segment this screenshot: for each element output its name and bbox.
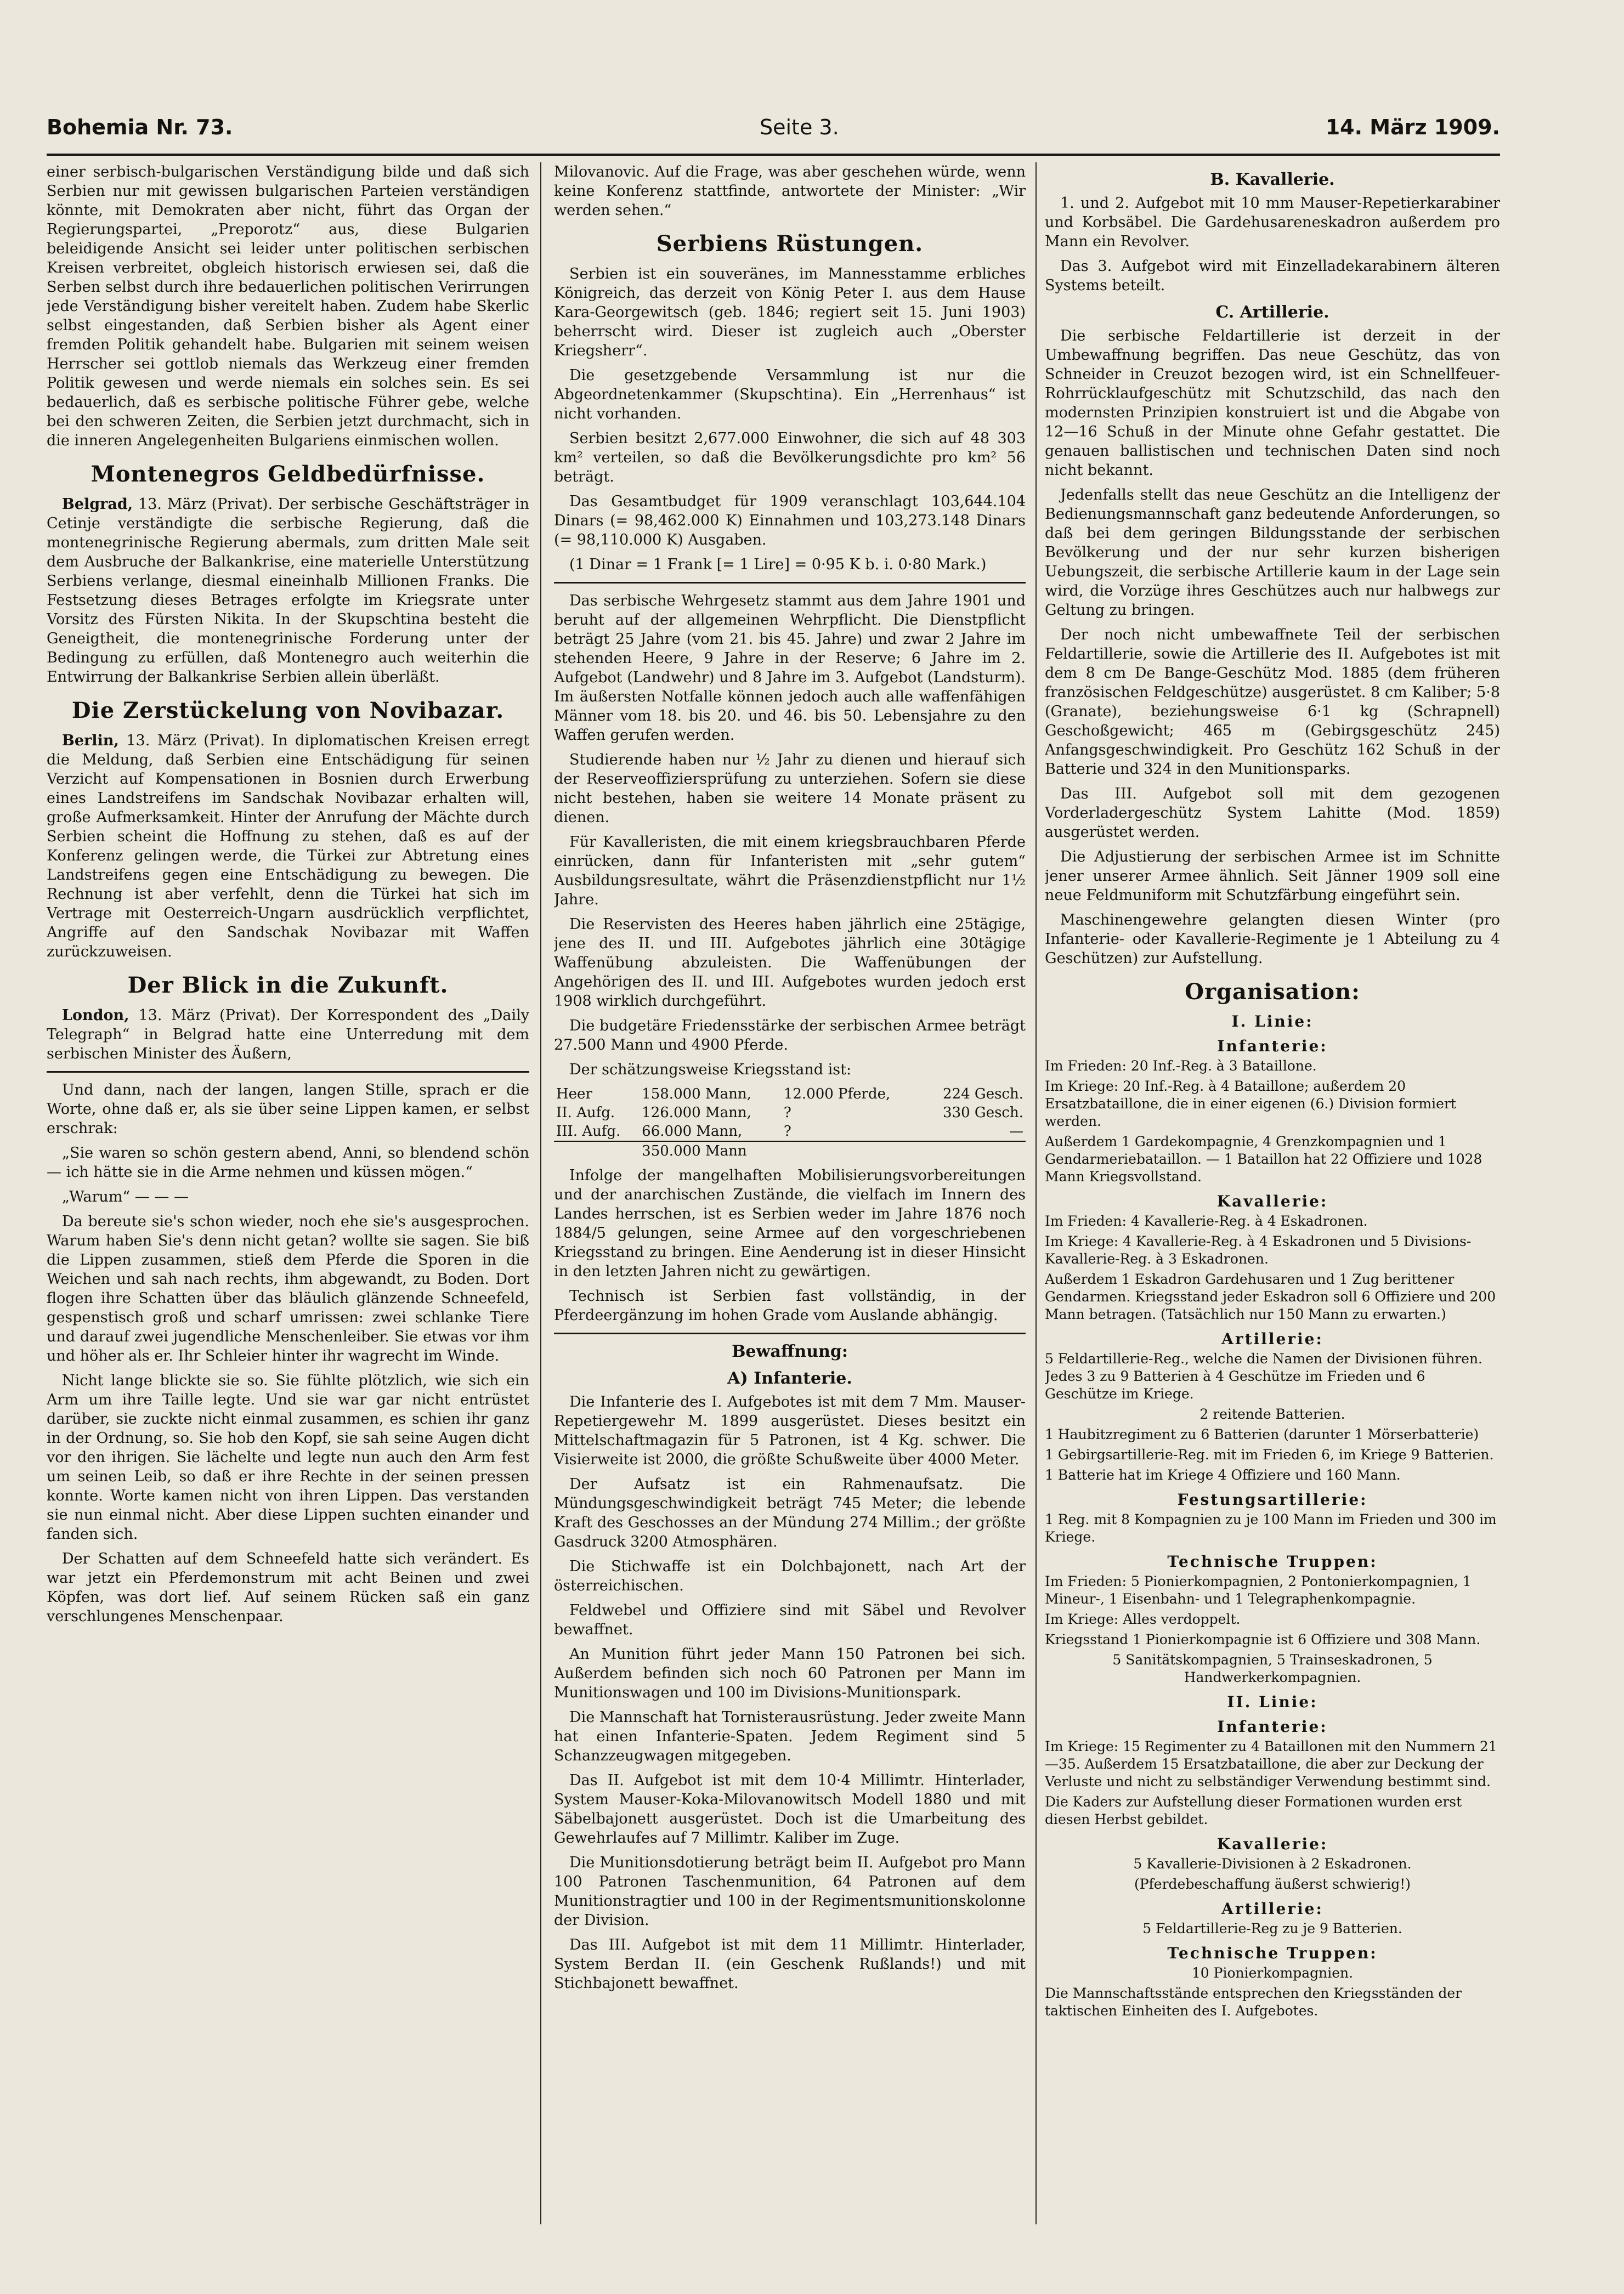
table-cell: ?: [783, 1104, 791, 1121]
table-cell: ?: [783, 1123, 791, 1140]
list-item: Im Kriege: Alles verdoppelt.: [1045, 1611, 1241, 1627]
feuilleton-paragraph: „Sie waren so schön gestern abend, Anni, so blendend schön — ich hätte sie in die Arme nehmen und küssen mögen.“: [47, 1145, 529, 1181]
table-cell: III. Aufg.: [556, 1123, 621, 1140]
table-cell: 66.000 Mann,: [642, 1123, 743, 1140]
article-zukunft: [47, 1006, 529, 1063]
table-row: [554, 1122, 1026, 1141]
list-item: 2 reitende Batterien.: [1199, 1406, 1345, 1422]
paragraph: An Munition führt jeder Mann 150 Patronen bei sich. Außerdem befinden sich noch 60 Patronen per Mann im Munitionswagen und 100 im Divisions-Munitionspark.: [554, 1646, 1026, 1701]
paragraph: 1. und 2. Aufgebot mit 10 mm Mauser-Repetierkarabiner und Korbsäbel. Die Gardehusareneskadron außerdem pro Mann ein Revolver.: [1045, 195, 1500, 250]
paragraph: Die serbische Feldartillerie ist derzeit in der Umbewaffnung begriffen. Das neue Geschütz, das von Schneider in Creuzot bezogen wird, ist ein Schnellfeuer-Rohrrücklaufgeschütz mit Schutzschild, das nach den modernsten Prinzipien konstruiert ist und die Abgabe von 12—16 Schuß in der Minute ohne Gefahr gestattet. Die genauen ballistischen und technischen Daten sind noch nicht bekannt.: [1045, 327, 1500, 479]
subheading-infanterie: Infanterie:: [1217, 1037, 1328, 1055]
list-item: 5 Feldartillerie-Reg., welche die Namen der Divisionen führen. Jedes 3 zu 9 Batterien à 4 Geschütze im Frieden und 6 Geschütze im Kriege.: [1045, 1351, 1482, 1402]
paragraph: Maschinengewehre gelangten diesen Winter (pro Infanterie- oder Kavallerie-Regimente je 1 Abteilung zu 4 Geschützen) zur Aufstellung.: [1045, 911, 1500, 967]
column-divider: [1035, 162, 1037, 2224]
paragraph: Die Reservisten des Heeres haben jährlich eine 25tägige, jene des II. und III. Aufgebotes jährlich eine 30tägige Waffenübung abzuleisten. Die Waffenübungen der Angehörigen des II. und III. Aufgebotes wurden jedoch erst 1908 wirklich durchgeführt.: [554, 916, 1026, 1010]
article-continuation: einer serbisch-bulgarischen Verständigung bilde und daß sich Serbien nur mit gewissen bulgarischen Parteien verständigen könnte, mit Demokraten aber nicht, führt das Organ der Regierungspartei, „Preporotz“ aus, diese Bulgarien beleidigende Ansicht sei leider unter politischen serbischen Kreisen verbreitet, obgleich historisch erwiesen sei, daß die Serben selbst durch ihre bedauerlichen politischen Verirrungen jede Verständigung bisher vereitelt haben. Zudem habe Skerlic selbst eingestanden, daß Serbien bisher als Agent einer fremden Politik gehandelt habe. Bulgarien mit seinem weisen Herrscher sei gottlob niemals das Werkzeug einer fremden Politik gewesen und werde niemals ein solches sein. Es sei bedauerlich, daß es serbische politische Führer gebe, welche bei den schweren Zeiten, die Serbien jetzt durchmacht, sich in die inneren Angelegenheiten Bulgariens einmischen wollen.: [47, 163, 529, 449]
page-header: [47, 104, 1500, 148]
table-row: [554, 1103, 1026, 1122]
list-item: 5 Kavallerie-Divisionen à 2 Eskadronen.: [1133, 1856, 1412, 1872]
subheading-linie-2: II. Linie:: [1227, 1693, 1318, 1711]
war-strength-table: [554, 1085, 1026, 1160]
feuilleton-paragraph: Und dann, nach der langen, langen Stille, sprach er die Worte, ohne daß er, als sie über seine Lippen kamen, er selbst erschrak:: [47, 1081, 529, 1137]
table-cell: [554, 1141, 640, 1160]
feuilleton-paragraph: „Warum“ — — —: [62, 1188, 189, 1205]
paragraph: Infolge der mangelhaften Mobilisierungsvorbereitungen und der anarchischen Zustände, die vielfach im Innern des Landes herrschen, ist es Serbien weder im Jahre 1876 noch 1884/5 gelungen, seine Armee auf den vorgeschriebenen Kriegsstand zu bringen. Eine Aenderung ist in dieser Hinsicht in den letzten Jahren nicht zu gewärtigen.: [554, 1167, 1026, 1280]
subheading-infanterie: A) Infanterie.: [727, 1369, 852, 1388]
list-item: Die Mannschaftsstände entsprechen den Kriegsständen der taktischen Einheiten des I. Aufgebotes.: [1045, 1985, 1462, 2019]
subheading-technische-truppen: Technische Truppen:: [1167, 1553, 1378, 1571]
list-item: Im Kriege: 4 Kavallerie-Reg. à 4 Eskadronen und 5 Divisions-Kavallerie-Reg. à 3 Eskadronen.: [1045, 1233, 1472, 1267]
headline-zukunft: Der Blick in die Zukunft.: [127, 972, 449, 998]
paragraph: Technisch ist Serbien fast vollständig, in der Pferdeergänzung im hohen Grade vom Auslande abhängig.: [554, 1288, 1026, 1324]
paragraph: Das III. Aufgebot soll mit dem gezogenen Vorderladergeschütz System Lahitte (Mod. 1859) ausgerüstet werden.: [1045, 785, 1500, 841]
list-item: Außerdem 1 Eskadron Gardehusaren und 1 Zug berittener Gendarmen. Kriegsstand jeder Eskadron soll 6 Offiziere und 200 Mann betragen. (Tatsächlich nur 150 Mann zu erwarten.): [1045, 1271, 1496, 1322]
paragraph: Das III. Aufgebot ist mit dem 11 Millimtr. Hinterlader, System Berdan II. (ein Geschenk Rußlands!) und mit Stichbajonett bewaffnet.: [554, 1936, 1026, 1992]
paragraph: Serbien besitzt 2,677.000 Einwohner, die sich auf 48 303 km² verteilen, so daß die Bevölkerungsdichte pro km² 56 beträgt.: [554, 430, 1026, 485]
paragraph: Jedenfalls stellt das neue Geschütz an die Intelligenz der Bedienungsmannschaft ganz bedeutende Anforderungen, so daß bei dem geringen Bildungsstande der serbischen Bevölkerung und der nur sehr kurzen bisherigen Uebungszeit, die serbische Artillerie kaum in der Lage sein wird, die Vorzüge ihres Geschützes auch nur halbwegs zur Geltung zu bringen.: [1045, 486, 1500, 619]
paragraph: Studierende haben nur ½ Jahr zu dienen und hierauf sich der Reserveoffiziersprüfung zu unterziehen. Sofern sie diese nicht bestehen, haben sie weitere 14 Monate präsent zu dienen.: [554, 751, 1026, 826]
subheading-linie-1: I. Linie:: [1231, 1012, 1314, 1030]
table-cell: [782, 1141, 920, 1160]
header-issue: Bohemia Nr. 73.: [47, 115, 233, 139]
paragraph: Die Mannschaft hat Tornisterausrüstung. Jeder zweite Mann hat einen Infanterie-Spaten. Jedem Regiment sind 5 Schanzzeugwagen mitgegeben.: [554, 1709, 1026, 1764]
headline-ruestungen: Serbiens Rüstungen.: [656, 231, 924, 257]
paragraph: Die Adjustierung der serbischen Armee ist im Schnitte jener unserer Armee ähnlich. Seit Jänner 1909 soll eine neue Feldmuniform mit Schutzfärbung eingeführt sein.: [1045, 848, 1500, 904]
column-1: [47, 162, 529, 2224]
list-item: Im Kriege: 20 Inf.-Reg. à 4 Bataillone; außerdem 20 Ersatzbataillone, die in einer eigenen (6.) Division formiert werden.: [1045, 1078, 1456, 1129]
article-text: 13. März (Privat). Der Korrespondent des „Daily Telegraph“ in Belgrad hatte eine Unterredung mit dem serbischen Minister des Äußern,: [47, 1007, 529, 1062]
paragraph: Für Kavalleristen, die mit einem kriegsbrauchbaren Pferde einrücken, dann für Infanteristen mit „sehr gutem“ Ausbildungsresultate, währt die Präsenzdienstpflicht nur 1½ Jahre.: [554, 834, 1026, 908]
paragraph: Der schätzungsweise Kriegsstand ist:: [569, 1061, 852, 1078]
headline-montenegro: Montenegros Geldbedürfnisse.: [90, 461, 485, 487]
list-item: Außerdem 1 Gardekompagnie, 4 Grenzkompagnien und 1 Gendarmeriebataillon. — 1 Bataillon hat 22 Offiziere und 1028 Mann Kriegsvollstand.: [1045, 1134, 1482, 1185]
feuilleton-paragraph: Der Schatten auf dem Schneefeld hatte sich verändert. Es war jetzt ein Pferdemonstrum mit acht Beinen und zwei Köpfen, was dort lief. Auf seinem Rücken saß ein ganz verschlungenes Menschenpaar.: [47, 1550, 529, 1625]
table-cell: 126.000 Mann,: [642, 1104, 751, 1121]
paragraph: Das Gesamtbudget für 1909 veranschlagt 103,644.104 Dinars (= 98,462.000 K) Einnahmen und 103,273.148 Dinars (= 98,110.000 K) Ausgaben.: [554, 493, 1026, 548]
paragraph: Die Munitionsdotierung beträgt beim II. Aufgebot pro Mann 100 Patronen Taschenmunition, 64 Patronen auf dem Munitionstragtier und 100 in der Regimentsmunitionskolonne der Division.: [554, 1854, 1026, 1929]
subheading-kavallerie: B. Kavallerie.: [1210, 170, 1335, 189]
article-text: 13. März (Privat). In diplomatischen Kreisen erregt die Meldung, daß Serbien eine Entschädigung für seinen Verzicht auf Kompensationen in Bosnien durch Erwerbung eines Landstreifens im Sandschak Novibazar erhalten will, große Aufmerksamkeit. Hinter der Anrufung der Mächte durch Serbien scheint die Hoffnung zu stehen, daß es auf der Konferenz gelingen werde, die Türkei zur Abtretung eines Landstreifens gegen eine Entschädigung zu bewegen. Die Rechnung ist aber verfehlt, denn die Türkei hat sich im Vertrage mit Oesterreich-Ungarn ausdrücklich verpflichtet, Angriffe auf den Sandschak Novibazar mit Waffen zurückzuweisen.: [47, 732, 529, 960]
list-item: 1 Gebirgsartillerie-Reg. mit im Frieden 6, im Kriege 9 Batterien.: [1045, 1447, 1494, 1463]
paragraph: Das II. Aufgebot ist mit dem 10·4 Millimtr. Hinterlader, System Mauser-Koka-Milovanowitsch Modell 1880 und mit Säbelbajonett ausgerüstet. Doch ist die Umarbeitung des Gewehrlaufes auf 7 Millimtr. Kaliber im Zuge.: [554, 1772, 1026, 1846]
headline-organisation: Organisation:: [1185, 979, 1360, 1005]
paragraph: Die gesetzgebende Versammlung ist nur die Abgeordnetenkammer (Skupschtina). Ein „Herrenhaus“ ist nicht vorhanden.: [554, 367, 1026, 422]
table-cell: Heer: [556, 1086, 592, 1102]
subheading-artillerie: Artillerie:: [1221, 1900, 1323, 1918]
list-item: Kriegsstand 1 Pionierkompagnie ist 6 Offiziere und 308 Mann.: [1045, 1632, 1481, 1647]
table-cell: 330 Gesch.: [943, 1104, 1023, 1121]
paragraph: Der Aufsatz ist ein Rahmenaufsatz. Die Mündungsgeschwindigkeit beträgt 745 Meter; die lebende Kraft des Geschosses an der Mündung 274 Millim.; der größte Gasdruck 3200 Atmosphären.: [554, 1476, 1026, 1550]
paragraph: Die budgetäre Friedensstärke der serbischen Armee beträgt 27.500 Mann und 4900 Pferde.: [554, 1017, 1026, 1053]
dateline: Berlin,: [62, 732, 119, 749]
subheading-bewaffnung: Bewaffnung:: [732, 1342, 848, 1361]
paragraph: Die Stichwaffe ist ein Dolchbajonett, nach Art der österreichischen.: [554, 1558, 1026, 1594]
subheading-technische-truppen: Technische Truppen:: [1167, 1944, 1378, 1962]
headline-novibazar: Die Zerstückelung von Novibazar.: [71, 698, 505, 723]
dateline: Belgrad,: [62, 496, 133, 513]
article-continuation: Milovanovic. Auf die Frage, was aber geschehen würde, wenn keine Konferenz stattfinde, antwortete der Minister: „Wir werden sehen.“: [554, 163, 1026, 219]
subheading-festungsartillerie: Festungsartillerie:: [1177, 1491, 1368, 1509]
table-cell: [920, 1141, 1026, 1160]
list-item: 5 Feldartillerie-Reg zu je 9 Batterien.: [1142, 1921, 1402, 1936]
table-cell: II. Aufg.: [556, 1104, 615, 1121]
paragraph: Das 3. Aufgebot wird mit Einzelladekarabinern älteren Systems beteilt.: [1045, 258, 1500, 294]
paragraph: Die Infanterie des I. Aufgebotes ist mit dem 7 Mm. Mauser-Repetiergewehr M. 1899 ausgerüstet. Dieses besitzt ein Mittelschaftmagazin für 5 Patronen, ist 4 Kg. schwer. Die Visierweite ist 2000, die größte Schußweite über 4000 Meter.: [554, 1394, 1026, 1468]
list-item: Im Frieden: 4 Kavallerie-Reg. à 4 Eskadronen.: [1045, 1213, 1368, 1229]
dateline: London,: [62, 1007, 129, 1024]
list-item: Im Kriege: 15 Regimenter zu 4 Bataillonen mit den Nummern 21—35. Außerdem 15 Ersatzbataillone, die aber zur Deckung der Verluste und nicht zu selbständiger Verwendung bestimmt sind.: [1045, 1738, 1497, 1789]
column-3: [1045, 162, 1500, 2224]
article-montenegro: [47, 495, 529, 687]
header-date: 14. März 1909.: [1325, 115, 1500, 139]
paragraph: Feldwebel und Offiziere sind mit Säbel und Revolver bewaffnet.: [554, 1602, 1026, 1638]
list-item: Die Kaders zur Aufstellung dieser Formationen wurden erst diesen Herbst gebildet.: [1045, 1794, 1462, 1827]
article-text: 13. März (Privat). Der serbische Geschäftsträger in Cetinje verständigte die serbische Regierung, daß die montenegrinische Regierung abermals, zum dritten Male seit dem Ausbruche der Balkankrise, eine materielle Unterstützung Serbiens verlange, diesmal eineinhalb Millionen Franks. Die Festsetzung dieses Betrages erfolgte im Kriegsrate unter Vorsitz des Fürsten Nikita. In der Skupschtina besteht die Geneigtheit, die montenegrinische Forderung unter der Bedingung zu erfüllen, daß Montenegro auch weiterhin die Entwirrung der Balkankrise Serbien allein überläßt.: [47, 496, 529, 686]
list-item: (Pferdebeschaffung äußerst schwierig!): [1134, 1876, 1411, 1892]
table-row: [554, 1085, 1026, 1103]
paragraph: (1 Dinar = 1 Frank [= 1 Lire] = 0·95 K b. i. 0·80 Mark.): [569, 556, 987, 573]
section-rule: [554, 582, 1026, 584]
list-item: 10 Pionierkompagnien.: [1191, 1965, 1354, 1981]
column-2: [554, 162, 1026, 2224]
subheading-kavallerie: Kavallerie:: [1216, 1192, 1328, 1210]
table-cell: 224 Gesch.: [943, 1086, 1023, 1102]
subheading-kavallerie: Kavallerie:: [1216, 1835, 1328, 1853]
feuilleton-paragraph: Da bereute sie's schon wieder, noch ehe sie's ausgesprochen. Warum haben Sie's denn nicht getan? wollte sie sagen. Sie biß die Lippen zusammen, stieß dem Pferde die Sporen in die Weichen und sah nach rechts, ihm abgewandt, zu Boden. Dort flogen ihre Schatten über das bläulich glänzende Schneefeld, gespenstisch groß und scharf umrissen: zwei schlanke Tiere und darauf zwei jugendliche Menschenleiber. Sie etwas vor ihm und höher als er. Ihr Schleier hinter ihr wagrecht im Winde.: [47, 1213, 529, 1364]
feuilleton: [47, 1080, 529, 1626]
feuilleton-rule: [47, 1071, 529, 1073]
list-item: Im Frieden: 5 Pionierkompagnien, 2 Pontonierkompagnien, 1 Mineur-, 1 Eisenbahn- und 1 Telegraphenkompagnie.: [1045, 1573, 1472, 1607]
column-divider: [540, 162, 541, 2224]
subheading-infanterie: Infanterie:: [1217, 1718, 1328, 1736]
list-item: 1 Reg. mit 8 Kompagnien zu je 100 Mann im Frieden und 300 im Kriege.: [1045, 1511, 1497, 1545]
list-item: Im Frieden: 20 Inf.-Reg. à 3 Bataillone.: [1045, 1058, 1317, 1074]
table-cell: 12.000 Pferde,: [783, 1086, 891, 1102]
paragraph: Serbien ist ein souveränes, im Mannesstamme erbliches Königreich, das derzeit von König Peter I. aus dem Hause Kara-Georgewitsch (geb. 1846; regiert seit 15. Juni 1903) beherrscht wird. Dieser ist zugleich auch „Oberster Kriegsherr“.: [554, 265, 1026, 359]
subheading-artillerie: C. Artillerie.: [1215, 303, 1329, 322]
table-cell: 158.000 Mann,: [642, 1086, 751, 1102]
paragraph: Der noch nicht umbewaffnete Teil der serbischen Feldartillerie, sowie die Artillerie des II. Aufgebotes ist mit dem 8 cm De Bange-Geschütz Mod. 1885 (dem früheren französischen Feldgeschütze) ausgerüstet. 8 cm Kaliber; 5·8 (Granate), beziehungsweise 6·1 kg (Schrapnell) Geschoßgewicht; 465 m (Gebirgsgeschütz 245) Anfangsgeschwindigkeit. Pro Geschütz 162 Schuß in der Batterie und 324 in den Munitionsparks.: [1045, 626, 1500, 778]
table-cell: —: [1009, 1123, 1023, 1140]
section-rule: [554, 1333, 1026, 1334]
article-novibazar: [47, 731, 529, 961]
list-item: 1 Batterie hat im Kriege 4 Offiziere und 160 Mann.: [1045, 1467, 1401, 1483]
feuilleton-paragraph: Nicht lange blickte sie so. Sie fühlte plötzlich, wie sich ein Arm um ihre Taille legte. Und sie war gar nicht entrüstet darüber, sie zuckte nicht einmal zusammen, es schien ihr ganz in der Ordnung, so. Sie hob den Kopf, sie sah seine Augen dicht vor den ihrigen. Sie lächelte und legte nun auch den Arm fest um seinen Leib, so daß er ihre Rechte in der seinen pressen konnte. Worte kamen nicht von ihren Lippen. Das verstanden sie nun einmal nicht. Aber diese Lippen suchten einander und fanden sich.: [47, 1372, 529, 1543]
list-item: 1 Haubitzregiment zu 6 Batterien (darunter 1 Mörserbatterie): [1045, 1426, 1479, 1442]
subheading-artillerie: Artillerie:: [1221, 1330, 1323, 1348]
table-total: 350.000 Mann: [640, 1141, 782, 1160]
list-item: 5 Sanitätskompagnien, 5 Trainseskadronen, 5 Handwerkerkompagnien.: [1112, 1652, 1433, 1685]
header-page-number: Seite 3.: [760, 115, 839, 139]
header-rule: [47, 154, 1500, 156]
table-total-row: [554, 1141, 1026, 1160]
paragraph: Das serbische Wehrgesetz stammt aus dem Jahre 1901 und beruht auf der allgemeinen Wehrpflicht. Die Dienstpflicht beträgt 25 Jahre (vom 21. bis 45. Jahre) und zwar 2 Jahre im stehenden Heere, 9 Jahre in der Reserve; 6 Jahre im 2. Aufgebot (Landwehr) und 8 Jahre im 3. Aufgebot (Landsturm). Im äußersten Notfalle können jedoch auch alle waffenfähigen Männer vom 18. bis 20. und 46. bis 50. Lebensjahre zu den Waffen gerufen werden.: [554, 592, 1026, 744]
